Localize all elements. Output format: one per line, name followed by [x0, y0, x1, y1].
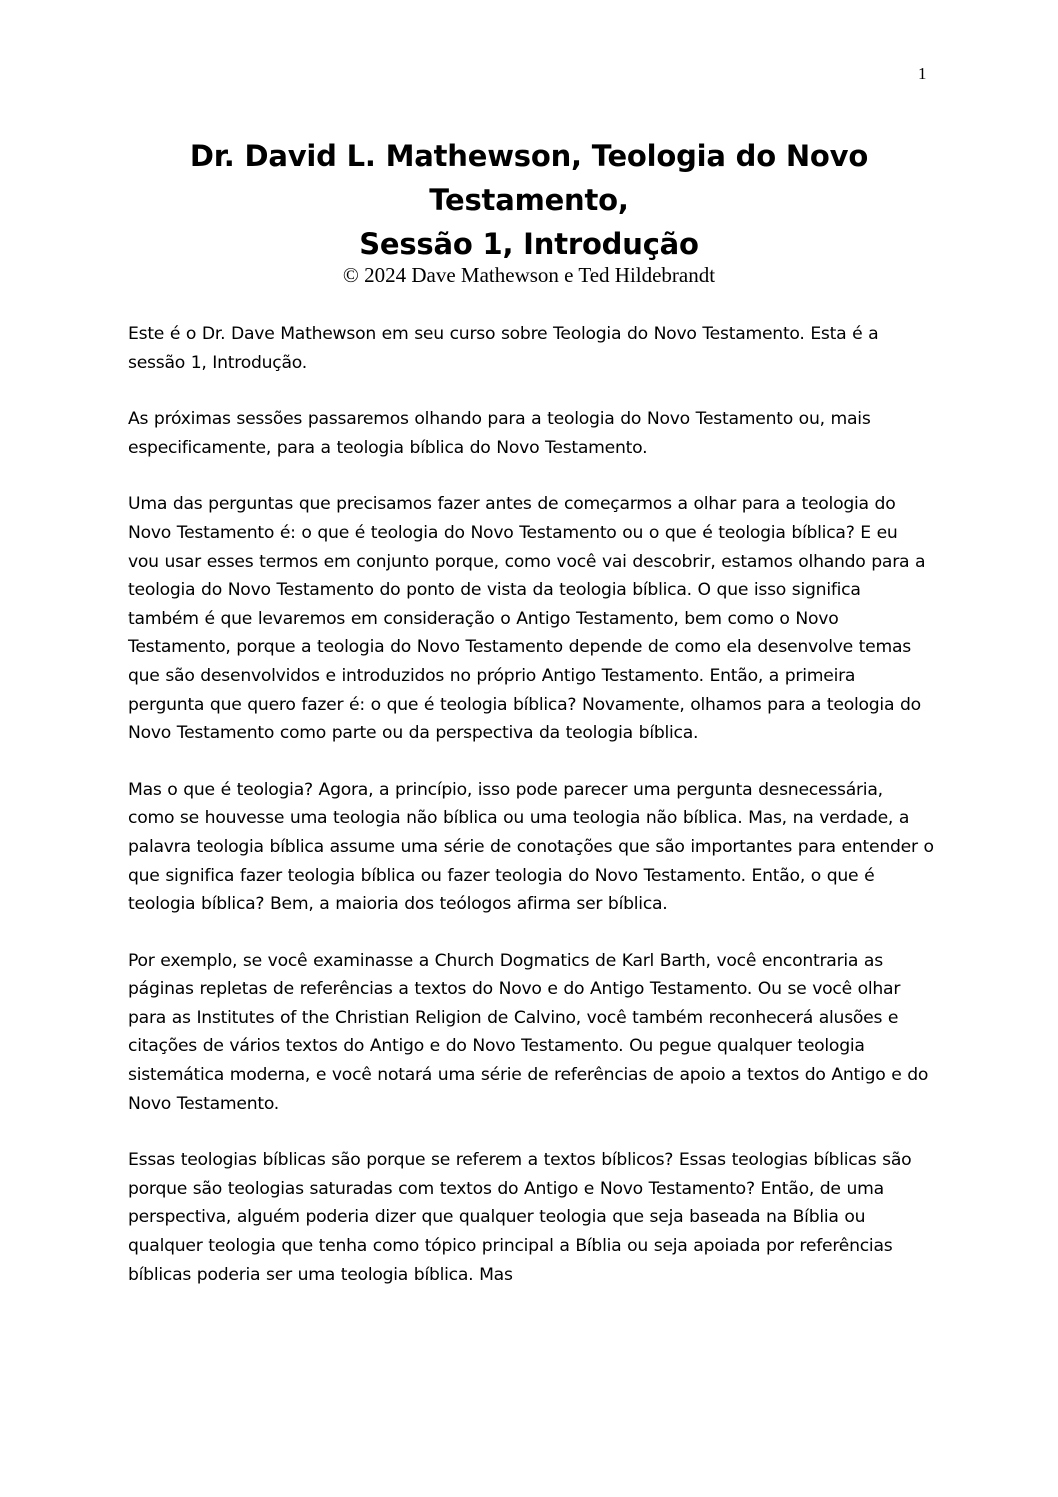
paragraph-3: Uma das perguntas que precisamos fazer antes de começarmos a olhar para a teologia do Novo Testamento é: o que é teologia do Novo Testamento ou o que é teologia bíblica? E eu vou usar esses termos em conjunto porque, como você vai descobrir, estamos olhando para a teologia do Novo Testamento do ponto de vista da teologia bíblica. O que isso significa também é que levaremos em consideração o Antigo Testamento, bem como o Novo Testamento, porque a teologia do Novo Testamento depende de como ela desenvolve temas que são desenvolvidos e introduzidos no próprio Antigo Testamento. Então, a primeira pergunta que quero fazer é: o que é teologia bíblica? Novamente, olhamos para a teologia do Novo Testamento como parte ou da perspectiva da teologia bíblica.	[128, 494, 926, 744]
title-block	[128, 134, 930, 289]
paragraph-2: As próximas sessões passaremos olhando para a teologia do Novo Testamento ou, mais especificamente, para a teologia bíblica do Novo Testamento.	[128, 409, 871, 458]
copyright-line: © 2024 Dave Mathewson e Ted Hildebrandt	[342, 263, 716, 287]
document-title-line-1: Dr. David L. Mathewson, Teologia do Novo	[189, 139, 869, 173]
paragraph-1: Este é o Dr. Dave Mathewson em seu curso sobre Teologia do Novo Testamento. Esta é a sessão 1, Introdução.	[128, 324, 879, 373]
paragraph-5: Por exemplo, se você examinasse a Church Dogmatics de Karl Barth, você encontraria as páginas repletas de referências a textos do Novo e do Antigo Testamento. Ou se você olhar para as Institutes of the Christian Religion de Calvino, você também reconhecerá alusões e citações de vários textos do Antigo e do Novo Testamento. Ou pegue qualquer teologia sistemática moderna, e você notará uma série de referências de apoio a textos do Antigo e do Novo Testamento.	[128, 950, 929, 1114]
document-body	[128, 320, 934, 1317]
page-number: 1	[918, 64, 927, 83]
paragraph-6: Essas teologias bíblicas são porque se referem a textos bíblicos? Essas teologias bíblicas são porque são teologias saturadas com textos do Antigo e Novo Testamento? Então, de uma perspectiva, alguém poderia dizer que qualquer teologia que seja baseada na Bíblia ou qualquer teologia que tenha como tópico principal a Bíblia ou seja apoiada por referências bíblicas poderia ser uma teologia bíblica. Mas	[128, 1150, 912, 1285]
document-title-line-3: Sessão 1, Introdução	[359, 227, 699, 261]
document-title-line-2: Testamento,	[429, 183, 629, 217]
paragraph-4: Mas o que é teologia? Agora, a princípio, isso pode parecer uma pergunta desnecessária, como se houvesse uma teologia não bíblica ou uma teologia não bíblica. Mas, na verdade, a palavra teologia bíblica assume uma série de conotações que são importantes para entender o que significa fazer teologia bíblica ou fazer teologia do Novo Testamento. Então, o que é teologia bíblica? Bem, a maioria dos teólogos afirma ser bíblica.	[128, 779, 934, 915]
